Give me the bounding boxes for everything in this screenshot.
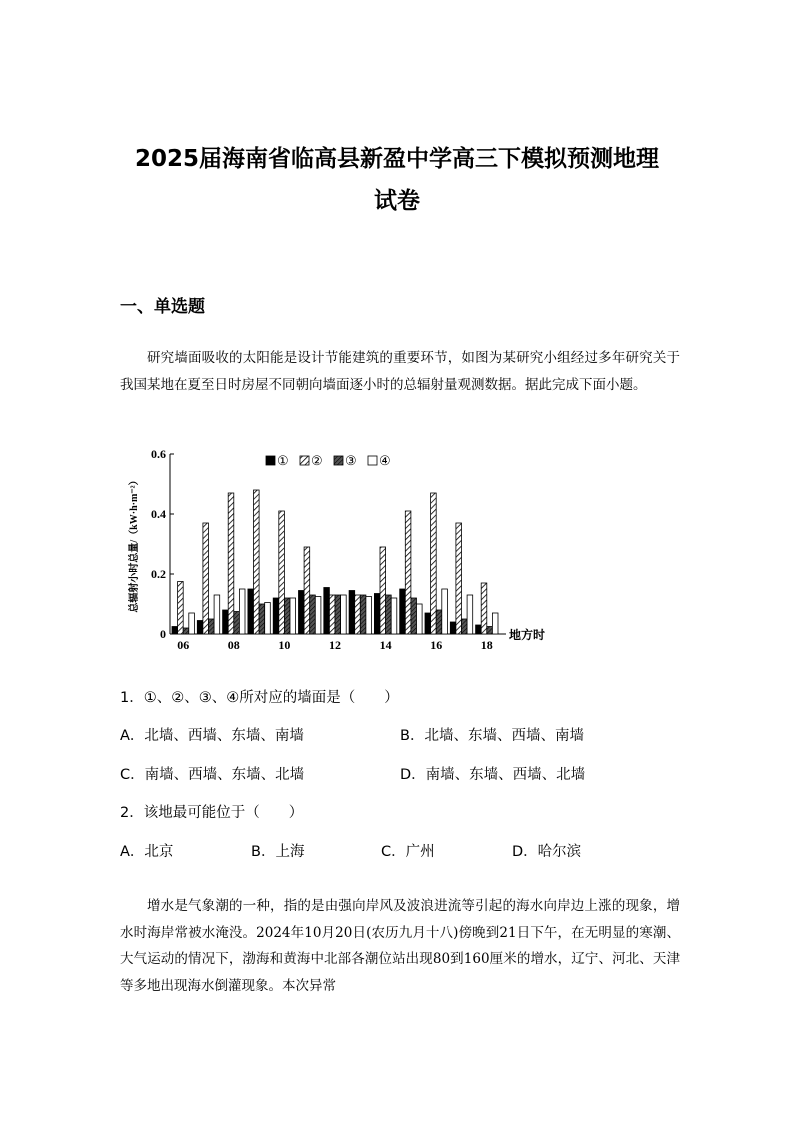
bar-③-06 (183, 628, 189, 634)
passage-2: 增水是气象潮的一种，指的是由强向岸风及波浪进流等引起的海水向岸边上涨的现象，增水时海岸常被水淹没。2024年10月20日(农历九月十八)傍晚到21日下午，在无明显的寒潮、大气运动的情况下，渤海和黄海中北部各潮位站出现80到160厘米的增水，辽宁、河北、天津等多地出现海水倒灌现象。本次异常 (120, 898, 680, 994)
x-tick-label: 16 (430, 638, 443, 652)
bar-①-07 (197, 621, 203, 635)
question-2-option-b[interactable]: B．上海 (251, 844, 305, 860)
x-tick-label: 14 (379, 638, 392, 652)
bar-①-18 (476, 625, 482, 634)
bar-③-15 (411, 598, 417, 634)
bar-②-13 (355, 595, 361, 634)
bar-②-09 (254, 490, 260, 634)
bar-③-12 (335, 595, 341, 634)
bar-①-12 (324, 588, 330, 635)
bar-③-08 (234, 612, 240, 635)
bar-④-10 (290, 598, 296, 634)
bar-②-10 (279, 511, 285, 634)
x-tick-label: 06 (177, 638, 190, 652)
bar-③-13 (360, 595, 366, 634)
legend-label-1: ① (277, 453, 289, 468)
bar-②-17 (456, 523, 462, 634)
bar-④-12 (341, 595, 347, 634)
bar-④-16 (442, 589, 448, 634)
y-tick-label: 0.4 (151, 507, 166, 521)
bar-②-07 (203, 523, 209, 634)
bar-③-14 (386, 595, 392, 634)
question-1-option-b[interactable]: B．北墙、东墙、西墙、南墙 (400, 728, 584, 744)
x-axis-label: 地方时 (509, 628, 546, 642)
bar-①-15 (400, 589, 406, 634)
y-tick-label: 0.6 (151, 447, 166, 461)
bar-③-18 (487, 627, 493, 635)
bar-①-13 (349, 591, 355, 635)
passage-1: 研究墙面吸收的太阳能是设计节能建筑的重要环节，如图为某研究小组经过多年研究关于我国某地在夏至日时房屋不同朝向墙面逐小时的总辐射量观测数据。据此完成下面小题。 (120, 350, 680, 393)
legend-swatch-1 (266, 456, 275, 465)
bar-②-08 (228, 493, 234, 634)
bar-③-17 (462, 619, 468, 634)
question-2-stem: 2．该地最可能位于（ ） (120, 805, 304, 821)
bar-②-14 (380, 547, 386, 634)
section-heading: 一、单选题 (120, 297, 205, 317)
bar-④-11 (315, 597, 321, 635)
y-tick-label: 0 (160, 627, 166, 641)
bar-④-07 (214, 595, 220, 634)
bar-④-17 (467, 595, 473, 634)
bar-③-11 (310, 595, 316, 634)
legend-label-2: ② (311, 453, 323, 468)
page-title (100, 138, 694, 222)
bar-④-15 (417, 604, 423, 634)
bar-④-18 (492, 613, 498, 634)
radiation-chart (120, 440, 560, 655)
y-tick-label: 0.2 (151, 567, 166, 581)
bar-①-16 (425, 613, 431, 634)
x-tick-label: 08 (227, 638, 240, 652)
title-line-2: 试卷 (374, 188, 420, 214)
question-1-stem: 1．①、②、③、④所对应的墙面是（ ） (120, 690, 399, 706)
bar-②-15 (405, 511, 411, 634)
bar-②-06 (178, 582, 184, 635)
bar-④-06 (189, 613, 195, 634)
bar-④-08 (239, 589, 245, 634)
x-tick-label: 18 (480, 638, 493, 652)
legend-swatch-2 (300, 456, 309, 465)
bar-②-11 (304, 547, 310, 634)
question-2-option-c[interactable]: C．广州 (381, 844, 435, 860)
legend-label-4: ④ (379, 453, 391, 468)
legend-swatch-3 (334, 456, 343, 465)
bar-③-09 (259, 604, 265, 634)
y-axis-label: 总辐射小时总量/（kW·h·m⁻²） (129, 475, 140, 613)
question-2-option-d[interactable]: D．哈尔滨 (512, 844, 582, 860)
bar-④-13 (366, 597, 372, 635)
bar-③-10 (284, 598, 290, 634)
legend-label-3: ③ (345, 453, 357, 468)
bar-①-09 (248, 589, 254, 634)
bar-②-18 (481, 583, 487, 634)
legend-swatch-4 (368, 456, 377, 465)
bar-③-07 (209, 619, 215, 634)
bar-①-08 (223, 610, 229, 634)
question-1-option-d[interactable]: D．南墙、东墙、西墙、北墙 (400, 767, 586, 783)
bar-①-17 (450, 622, 456, 634)
bar-④-09 (265, 603, 271, 635)
bar-①-14 (374, 594, 380, 635)
bar-④-14 (391, 598, 397, 634)
bar-②-12 (329, 595, 335, 634)
bar-①-11 (299, 591, 305, 635)
x-tick-label: 10 (278, 638, 291, 652)
question-1-option-c[interactable]: C．南墙、西墙、东墙、北墙 (120, 767, 305, 783)
question-1-option-a[interactable]: A．北墙、西墙、东墙、南墙 (120, 728, 304, 744)
bar-①-06 (172, 627, 178, 635)
bar-①-10 (273, 598, 279, 634)
bar-②-16 (431, 493, 437, 634)
x-tick-label: 12 (329, 638, 341, 652)
question-2-option-a[interactable]: A．北京 (120, 844, 174, 860)
title-line-1: 2025届海南省临高县新盈中学高三下模拟预测地理 (134, 146, 659, 172)
bar-③-16 (436, 610, 442, 634)
